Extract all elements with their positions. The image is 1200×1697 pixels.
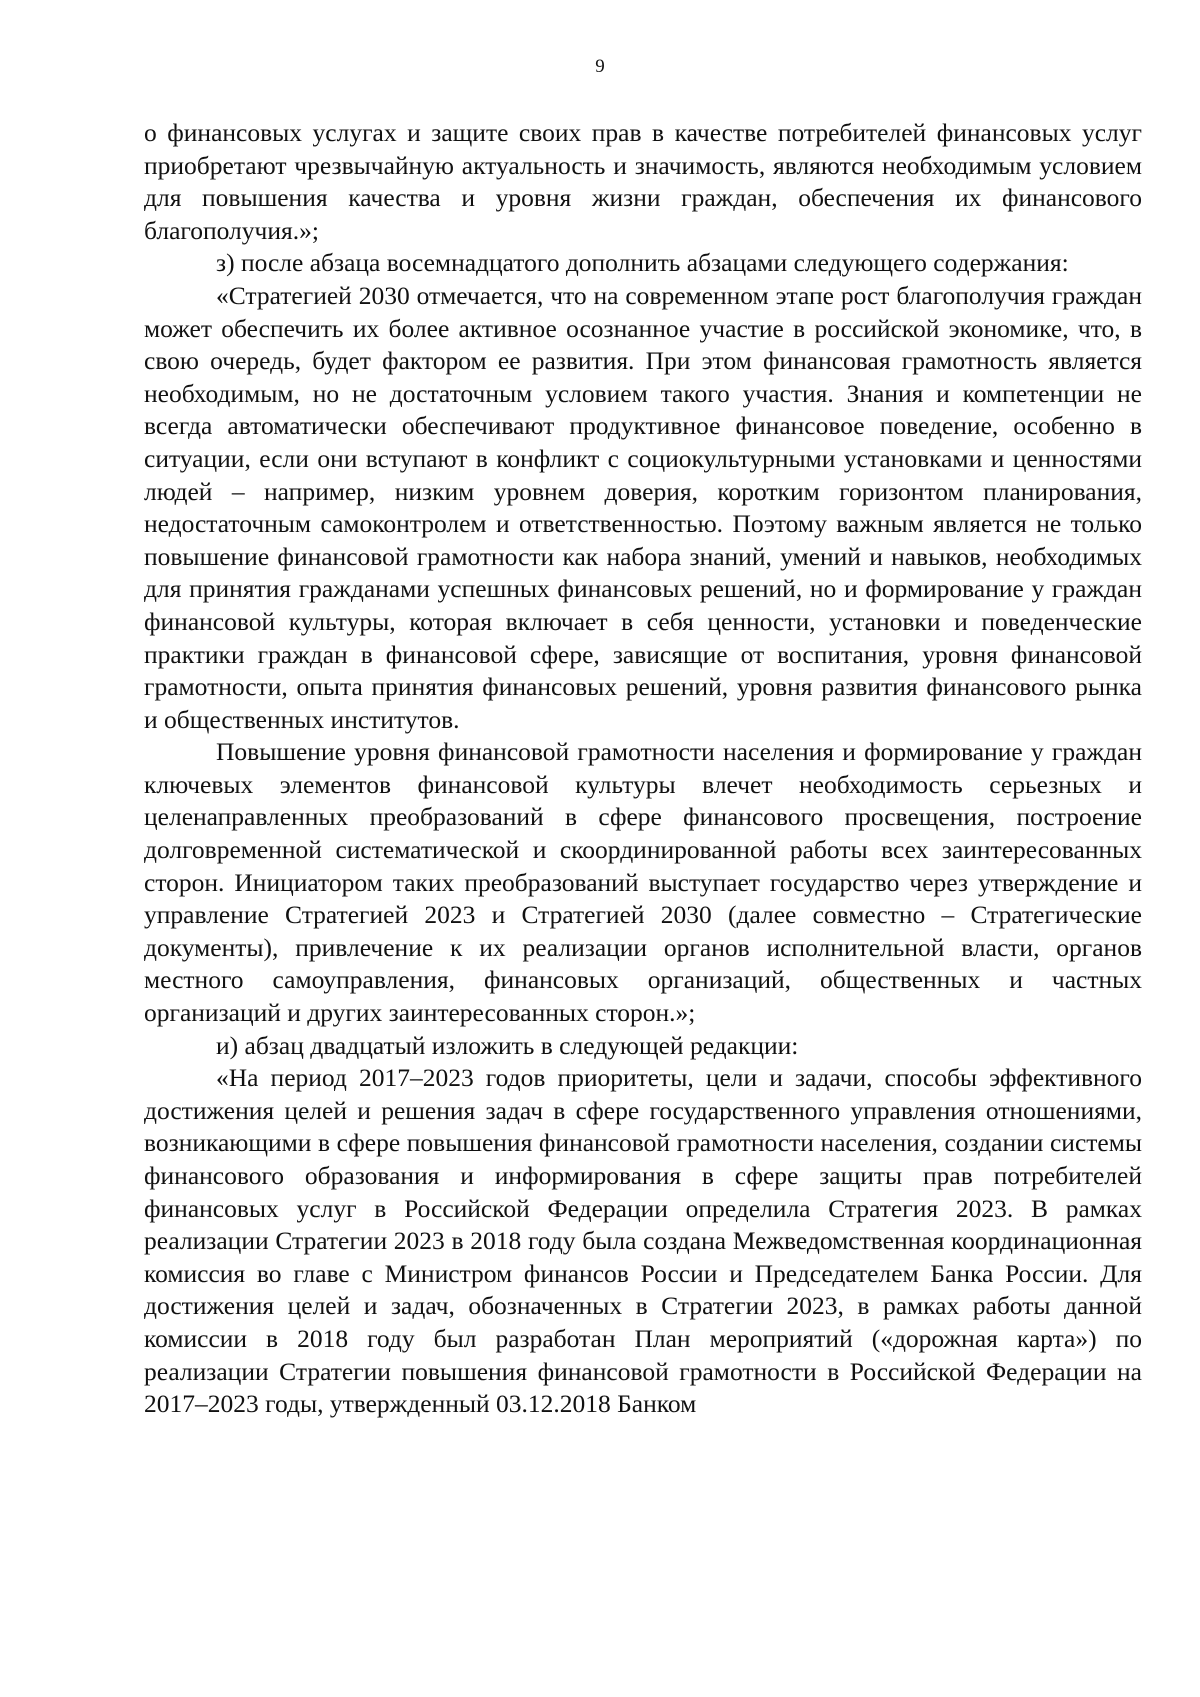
paragraph-item-i: и) абзац двадцатый изложить в следующей редакции: bbox=[216, 1030, 799, 1060]
paragraph-strategy-2030-quote: «Стратегией 2030 отмечается, что на современном этапе рост благополучия граждан может обеспечить их более активное осознанное участие в российской экономике, что, в свою очередь, будет фактором ее развития. При этом финансовая грамотность является необходимым, но не достаточным условием такого участия. Знания и компетенции не всегда автоматически обеспечивают продуктивное финансовое поведение, особенно в ситуации, если они вступают в конфликт с социокультурными установками и ценностями людей – например, низким уровнем доверия, коротким горизонтом планирования, недостаточным самоконтролем и ответственностью. Поэтому важным является не только повышение финансовой грамотности как набора знаний, умений и навыков, необходимых для принятия гражданами успешных финансовых решений, но и формирование у граждан финансовой культуры, которая включает в себя ценности, установки и поведенческие практики граждан в финансовой сфере, зависящие от воспитания, уровня финансовой грамотности, опыта принятия финансовых решений, уровня развития финансового рынка и общественных институтов. bbox=[144, 280, 1142, 734]
paragraph-item-z: з) после абзаца восемнадцатого дополнить абзацами следующего содержания: bbox=[216, 248, 1069, 278]
page-number: 9 bbox=[595, 56, 605, 77]
document-body bbox=[144, 117, 1142, 1421]
paragraph-financial-literacy: Повышение уровня финансовой грамотности населения и формирование у граждан ключевых элементов финансовой культуры влечет необходимость серьезных и целенаправленных преобразований в сфере финансового просвещения, построение долговременной систематической и скоординированной работы всех заинтересованных сторон. Инициатором таких преобразований выступает государство через утверждение и управление Стратегией 2023 и Стратегией 2030 (далее совместно – Стратегические документы), привлечение к их реализации органов исполнительной власти, органов местного самоуправления, финансовых организаций, общественных и частных организаций и других заинтересованных сторон.»; bbox=[144, 737, 1142, 1028]
paragraph-continuation: о финансовых услугах и защите своих прав в качестве потребителей финансовых услуг приобретают чрезвычайную актуальность и значимость, являются необходимым условием для повышения качества и уровня жизни граждан, обеспечения их финансового благополучия.»; bbox=[144, 118, 1142, 245]
paragraph-period-2017-2023: «На период 2017–2023 годов приоритеты, цели и задачи, способы эффективного достижения целей и решения задач в сфере государственного управления отношениями, возникающими в сфере повышения финансовой грамотности населения, создании системы финансового образования и информирования в сфере защиты прав потребителей финансовых услуг в Российской Федерации определила Стратегия 2023. В рамках реализации Стратегии 2023 в 2018 году была создана Межведомственная координационная комиссия во главе с Министром финансов России и Председателем Банка России. Для достижения целей и задач, обозначенных в Стратегии 2023, в рамках работы данной комиссии в 2018 году был разработан План мероприятий («дорожная карта») по реализации Стратегии повышения финансовой грамотности в Российской Федерации на 2017–2023 годы, утвержденный 03.12.2018 Банком bbox=[144, 1063, 1142, 1419]
